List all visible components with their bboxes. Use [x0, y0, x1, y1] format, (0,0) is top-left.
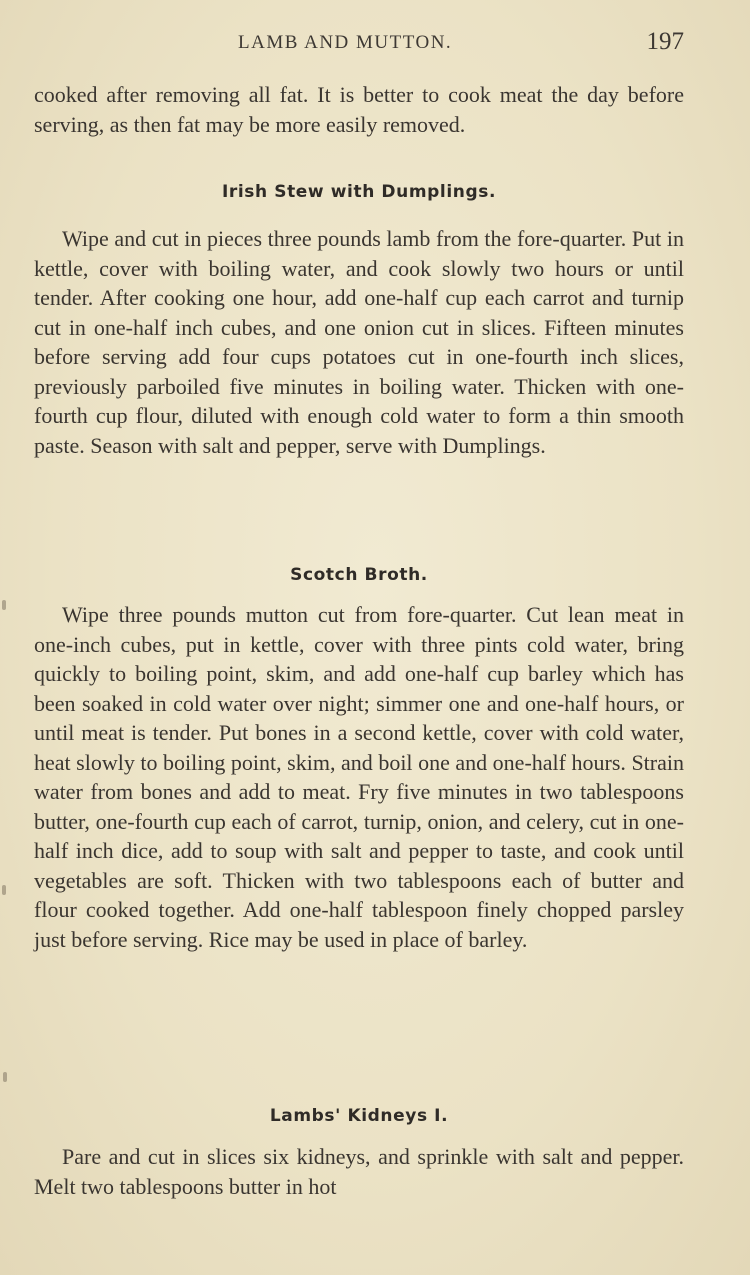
- section-body-irish-stew: Wipe and cut in pieces three pounds lamb from the fore-quarter. Put in kettle, cover with boiling water, and cook slowly two hours or until tender. After cooking one hour, add one-half cup each carrot and turnip cut in one-half inch cubes, and one onion cut in slices. Fifteen minutes before serving add four cups potatoes cut in one-fourth inch slices, previously parboiled five minutes in boiling water. Thicken with one-fourth cup flour, diluted with enough cold water to form a thin smooth paste. Season with salt and pepper, serve with Dumplings.: [34, 226, 684, 458]
- section-body-scotch-broth: Wipe three pounds mutton cut from fore-quarter. Cut lean meat in one-inch cubes, put in kettle, cover with three pints cold water, bring quickly to boiling point, skim, and add one-half cup barley which has been soaked in cold water over night; simmer one and one-half hours, or until meat is tender. Put bones in a second kettle, cover with cold water, heat slowly to boiling point, skim, and boil one and one-half hours. Strain water from bones and add to meat. Fry five minutes in two tablespoons butter, one-fourth cup each of carrot, turnip, onion, and celery, cut in one-half inch dice, add to soup with salt and pepper to taste, and cook until vegetables are soft. Thicken with two tablespoons each of butter and flour cooked together. Add one-half tablespoon finely chopped parsley just before serving. Rice may be used in place of barley.: [34, 602, 684, 952]
- running-header: [38, 28, 688, 58]
- section-heading-lambs-kidneys: Lambs' Kidneys I.: [269, 1106, 449, 1126]
- section-heading-irish-stew: Irish Stew with Dumplings.: [221, 182, 497, 202]
- running-title: LAMB AND MUTTON.: [238, 32, 453, 53]
- edge-smudge: [2, 885, 6, 895]
- page-number: 197: [646, 28, 684, 55]
- edge-smudge: [3, 1072, 7, 1082]
- section-heading-scotch-broth: Scotch Broth.: [290, 565, 428, 585]
- section-body-lambs-kidneys: Pare and cut in slices six kidneys, and sprinkle with salt and pepper. Melt two tablespoons butter in hot: [34, 1144, 684, 1199]
- edge-smudge: [2, 600, 6, 610]
- intro-paragraph: cooked after removing all fat. It is better to cook meat the day before serving, as then fat may be more easily removed.: [34, 82, 684, 137]
